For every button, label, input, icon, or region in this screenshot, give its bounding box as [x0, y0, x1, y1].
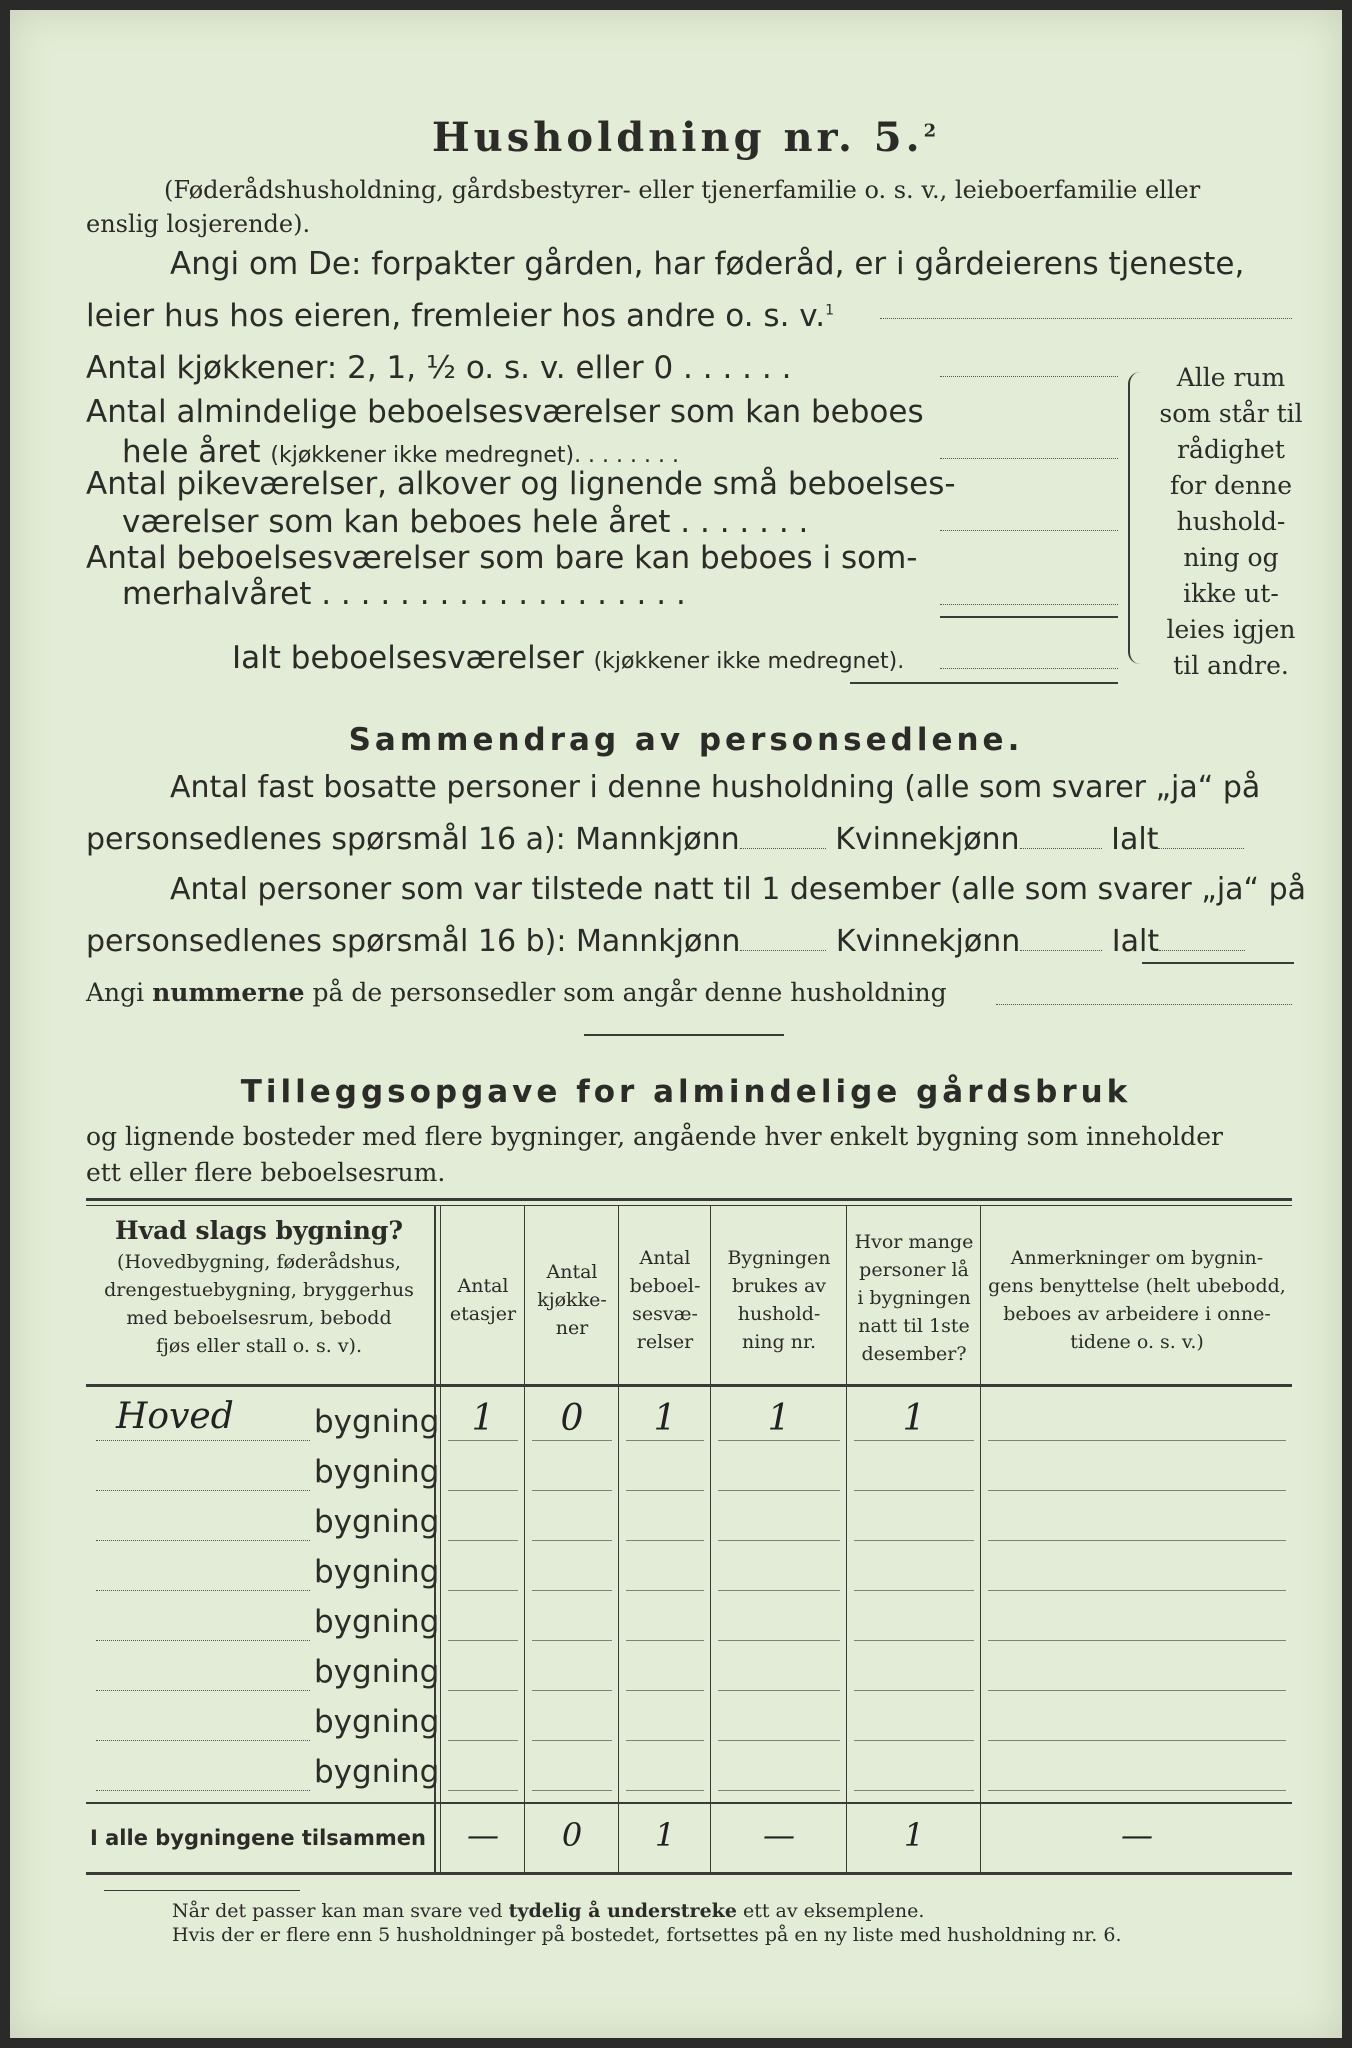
- side-note-5: hushold-: [1176, 507, 1286, 536]
- summary-fast-1: Antal fast bosatte personer i denne husholdning (alle som svarer „ja“ på: [170, 770, 1261, 805]
- row-cell-line: [718, 1490, 840, 1491]
- row-cell-beboelse[interactable]: 1: [653, 1398, 677, 1439]
- row-cell-line: [532, 1490, 612, 1491]
- row-cell-line: [626, 1690, 704, 1691]
- rooms-alm-1: Antal almindelige beboelsesværelser som kan beboes: [86, 394, 924, 430]
- col-divider-3: [618, 1206, 619, 1874]
- header-building: [86, 1214, 432, 1360]
- rooms-pike-1: Antal pikeværelser, alkover og lignende små beboelses-: [86, 466, 956, 502]
- row-cell-line: [626, 1490, 704, 1491]
- row-type-line: [96, 1540, 310, 1541]
- row-bygning-label: bygning: [314, 1454, 440, 1490]
- rooms-alm-2: [122, 434, 679, 470]
- header-anm-3: beboes av arbeidere i onne-: [1003, 1303, 1271, 1325]
- row-cell-line: [988, 1490, 1286, 1491]
- row-type-line: [96, 1440, 310, 1441]
- table-bottom-rule: [86, 1872, 1292, 1875]
- table-top-rule: [86, 1198, 1292, 1201]
- header-etasjer-2: etasjer: [449, 1303, 517, 1325]
- row-cell-line: [626, 1540, 704, 1541]
- row-cell-line: [988, 1590, 1286, 1591]
- row-cell-line: [854, 1690, 974, 1691]
- row-cell-line: [718, 1790, 840, 1791]
- row-cell-brukes[interactable]: 1: [767, 1398, 791, 1439]
- row-cell-line: [448, 1590, 518, 1591]
- ialt-underline: [850, 682, 1118, 684]
- row-bygning-label: bygning: [314, 1404, 440, 1440]
- row-cell-line: [626, 1740, 704, 1741]
- household-subtitle-1: (Føderådshusholdning, gårdsbestyrer- eller tjenerfamilie o. s. v., leieboerfamilie eller: [164, 176, 1201, 204]
- summary-tilstede-2: [86, 924, 1245, 959]
- row-bygning-label: bygning: [314, 1504, 440, 1540]
- census-form-sheet: [10, 10, 1342, 2038]
- row-cell-line: [854, 1790, 974, 1791]
- header-personer-2: personer lå: [859, 1259, 969, 1281]
- header-building-sub-1: (Hovedbygning, føderådshus,: [117, 1251, 401, 1273]
- row-bygning-label: bygning: [314, 1554, 440, 1590]
- row-cell-line: [448, 1440, 518, 1441]
- rooms-alm-note: (kjøkkener ikke medregnet). . . . . . . .: [270, 443, 679, 468]
- row-cell-line: [532, 1540, 612, 1541]
- row-cell-line: [854, 1540, 974, 1541]
- side-note-8: leies igjen: [1166, 615, 1296, 644]
- header-kjokkener-1: Antal: [546, 1261, 598, 1283]
- side-note-7: ikke ut-: [1183, 579, 1279, 608]
- header-anmerkninger: [982, 1244, 1292, 1356]
- header-beboelse-2: beboel-: [629, 1275, 701, 1297]
- footnote-1: [172, 1900, 924, 1922]
- row-cell-line: [448, 1540, 518, 1541]
- section-divider: [584, 1034, 784, 1036]
- header-brukes-4: ning nr.: [741, 1331, 817, 1353]
- row-building-type[interactable]: Hoved: [116, 1396, 234, 1437]
- side-note-1: Alle rum: [1176, 363, 1286, 392]
- row-bygning-label: bygning: [314, 1654, 440, 1690]
- rooms-alm-2-text: hele året: [122, 434, 261, 470]
- fast-ialt-field[interactable]: [1158, 848, 1244, 849]
- header-building-sub-2: drengestuebygning, bryggerhus: [104, 1279, 414, 1301]
- row-cell-kjokkener[interactable]: 0: [560, 1398, 584, 1439]
- tilstede-mannkjonn-field[interactable]: [740, 950, 826, 951]
- rooms-sommer-1: Antal beboelsesværelser som bare kan beboes i som-: [86, 540, 918, 576]
- side-bracket: [1128, 372, 1144, 664]
- fast-mannkjonn-field[interactable]: [740, 848, 826, 849]
- row-type-line: [96, 1690, 310, 1691]
- angi-line-2: [86, 298, 834, 334]
- footnote-2: Hvis der er flere enn 5 husholdninger på bostedet, fortsettes på en ny liste med husholdning nr. 6.: [172, 1924, 1122, 1946]
- header-building-title: Hvad slags bygning?: [114, 1216, 404, 1245]
- row-type-line: [96, 1790, 310, 1791]
- household-title: [10, 114, 1352, 161]
- row-bygning-label: bygning: [314, 1604, 440, 1640]
- row-cell-line: [854, 1490, 974, 1491]
- pike-answer-line[interactable]: [940, 530, 1118, 531]
- header-personer-1: Hvor mange: [854, 1231, 974, 1253]
- row-cell-line: [532, 1440, 612, 1441]
- rooms-sommer-2: merhalvåret . . . . . . . . . . . . . . . . . . .: [122, 576, 686, 612]
- row-cell-line: [854, 1740, 974, 1741]
- side-note: [1146, 360, 1316, 684]
- header-kjokkener-3: ner: [555, 1317, 589, 1339]
- col-divider-2: [524, 1206, 525, 1874]
- side-note-4: for denne: [1170, 471, 1292, 500]
- header-kjokkener: [526, 1258, 618, 1342]
- row-bygning-label: bygning: [314, 1704, 440, 1740]
- header-building-sub-4: fjøs eller stall o. s. v).: [155, 1335, 363, 1357]
- header-kjokkener-2: kjøkke-: [537, 1289, 607, 1311]
- row-cell-line: [718, 1740, 840, 1741]
- summary-angi: [86, 978, 947, 1007]
- title-footnote-mark: 2: [923, 120, 941, 142]
- angi-post: på de personsedler som angår denne husholdning: [312, 978, 947, 1007]
- row-cell-line: [718, 1540, 840, 1541]
- row-cell-line: [532, 1740, 612, 1741]
- row-bygning-label: bygning: [314, 1754, 440, 1790]
- total-brukes[interactable]: —: [763, 1816, 795, 1854]
- row-cell-line: [988, 1690, 1286, 1691]
- side-note-9: til andre.: [1173, 651, 1289, 680]
- rooms-pike-2: værelser som kan beboes hele året . . . . . . .: [122, 504, 809, 540]
- summary-fast-2: [86, 822, 1244, 857]
- row-cell-line: [626, 1790, 704, 1791]
- row-cell-line: [626, 1440, 704, 1441]
- angi-answer-line[interactable]: [880, 318, 1292, 319]
- fast-ialt-label: Ialt: [1111, 822, 1159, 857]
- header-brukes-1: Bygningen: [727, 1247, 831, 1269]
- side-note-6: ning og: [1183, 543, 1279, 572]
- row-cell-line: [988, 1640, 1286, 1641]
- rooms-ialt: [232, 640, 904, 676]
- tilstede-mannkjonn-label: personsedlenes spørsmål 16 b): Mannkjønn: [86, 924, 741, 959]
- tilstede-kvinnekjonn-field[interactable]: [1020, 950, 1102, 951]
- row-cell-line: [988, 1540, 1286, 1541]
- header-brukes-3: hushold-: [737, 1303, 821, 1325]
- angi-nummerne-line[interactable]: [996, 1004, 1292, 1005]
- header-beboelse-3: sesvæ-: [632, 1303, 698, 1325]
- header-etasjer: [442, 1272, 524, 1328]
- summary-tilstede-1: Antal personer som var tilstede natt til 1 desember (alle som svarer „ja“ på: [170, 872, 1307, 907]
- angi-pre: Angi: [86, 978, 145, 1007]
- row-type-line: [96, 1740, 310, 1741]
- angi-line-1: Angi om De: forpakter gården, har føderåd, er i gårdeierens tjeneste,: [170, 246, 1245, 282]
- total-etasjer[interactable]: —: [467, 1816, 499, 1854]
- row-cell-line: [448, 1740, 518, 1741]
- header-brukes-2: brukes av: [731, 1275, 827, 1297]
- header-beboelse-1: Antal: [639, 1247, 691, 1269]
- row-cell-line: [626, 1590, 704, 1591]
- row-cell-line: [532, 1640, 612, 1641]
- tilstede-underline: [1142, 962, 1294, 964]
- row-cell-line: [718, 1440, 840, 1441]
- kjokkener-answer-line[interactable]: [940, 376, 1118, 377]
- fast-kvinnekjonn-field[interactable]: [1020, 848, 1102, 849]
- table-top-rule-2: [86, 1205, 1292, 1206]
- row-cell-line: [988, 1440, 1286, 1441]
- row-cell-line: [718, 1690, 840, 1691]
- fast-mannkjonn-label: personsedlenes spørsmål 16 a): Mannkjønn: [86, 822, 740, 857]
- header-personer-4: natt til 1ste: [858, 1315, 970, 1337]
- row-cell-line: [854, 1640, 974, 1641]
- rooms-kjokkener: Antal kjøkkener: 2, 1, ½ o. s. v. eller 0 . . . . . .: [86, 350, 792, 386]
- ialt-answer-line[interactable]: [940, 668, 1118, 669]
- supplement-intro-2: ett eller flere beboelsesrum.: [86, 1158, 446, 1187]
- total-kjokkener[interactable]: 0: [561, 1816, 583, 1854]
- row-cell-line: [532, 1790, 612, 1791]
- row-type-line: [96, 1490, 310, 1491]
- side-note-2: som står til: [1159, 399, 1303, 428]
- footnote-1-post: ett av eksemplene.: [742, 1900, 925, 1922]
- col-divider-5: [846, 1206, 847, 1874]
- row-type-line: [96, 1590, 310, 1591]
- side-note-3: rådighet: [1177, 435, 1285, 464]
- tilstede-ialt-field[interactable]: [1159, 950, 1245, 951]
- table-total-top: [86, 1802, 1292, 1804]
- supplement-intro-1: og lignende bosteder med flere bygninger, angående hver enkelt bygning som inneholder: [86, 1122, 1223, 1151]
- fast-kvinnekjonn-label: Kvinnekjønn: [835, 822, 1020, 857]
- total-label: I alle bygningene tilsammen: [90, 1826, 426, 1850]
- row-cell-line: [448, 1690, 518, 1691]
- row-cell-line: [448, 1490, 518, 1491]
- header-building-sub-3: med beboelsesrum, bebodd: [126, 1307, 392, 1329]
- row-cell-etasjer[interactable]: 1: [471, 1398, 495, 1439]
- col-divider-6: [980, 1206, 981, 1874]
- header-anm-1: Anmerkninger om bygnin-: [1010, 1247, 1264, 1269]
- angi-line-2-text: leier hus hos eieren, fremleier hos andre o. s. v.: [86, 298, 826, 334]
- row-cell-line: [854, 1590, 974, 1591]
- row-cell-line: [626, 1640, 704, 1641]
- alm-answer-line[interactable]: [940, 458, 1118, 459]
- total-anmerkninger[interactable]: —: [1121, 1816, 1153, 1854]
- angi-footnote-mark: 1: [825, 302, 834, 319]
- row-cell-personer[interactable]: 1: [902, 1398, 926, 1439]
- household-subtitle-2: enslig losjerende).: [86, 210, 311, 238]
- header-brukes: [712, 1244, 846, 1356]
- footnote-rule: [104, 1890, 300, 1891]
- row-cell-line: [988, 1790, 1286, 1791]
- household-title-text: Husholdning nr. 5.: [431, 114, 924, 161]
- footnote-1-pre: Når det passer kan man svare ved: [172, 1900, 503, 1922]
- header-beboelse-4: relser: [636, 1331, 694, 1353]
- table-header-bottom: [86, 1384, 1292, 1387]
- row-type-line: [96, 1640, 310, 1641]
- row-cell-line: [448, 1640, 518, 1641]
- tilstede-kvinnekjonn-label: Kvinnekjønn: [835, 924, 1021, 959]
- header-beboelse: [620, 1244, 710, 1356]
- row-cell-line: [532, 1590, 612, 1591]
- total-beboelse[interactable]: 1: [654, 1816, 676, 1854]
- header-etasjer-1: Antal: [457, 1275, 509, 1297]
- row-cell-line: [718, 1640, 840, 1641]
- header-personer: [848, 1228, 980, 1368]
- header-personer-5: desember?: [861, 1343, 967, 1365]
- col-divider-4: [710, 1206, 711, 1874]
- rooms-ialt-text: Ialt beboelsesværelser: [232, 640, 584, 676]
- angi-bold: nummerne: [152, 978, 305, 1007]
- row-cell-line: [448, 1790, 518, 1791]
- supplement-title: Tilleggsopgave for almindelige gårdsbruk: [240, 1074, 1132, 1110]
- tilstede-ialt-label: Ialt: [1111, 924, 1160, 959]
- rooms-ialt-note: (kjøkkener ikke medregnet).: [593, 649, 905, 674]
- footnote-1-bold: tydelig å understreke: [508, 1900, 737, 1922]
- total-personer[interactable]: 1: [903, 1816, 925, 1854]
- header-anm-2: gens benyttelse (helt ubebodd,: [988, 1275, 1286, 1297]
- header-personer-3: i bygningen: [857, 1287, 971, 1309]
- row-cell-line: [718, 1590, 840, 1591]
- summary-title: Sammendrag av personsedlene.: [348, 722, 1024, 758]
- sommer-answer-line[interactable]: [940, 604, 1118, 605]
- row-cell-line: [988, 1740, 1286, 1741]
- sommer-underline: [940, 616, 1118, 618]
- row-cell-line: [532, 1690, 612, 1691]
- row-cell-line: [854, 1440, 974, 1441]
- col-divider-1b: [440, 1206, 441, 1874]
- header-anm-4: tidene o. s. v.): [1070, 1331, 1204, 1353]
